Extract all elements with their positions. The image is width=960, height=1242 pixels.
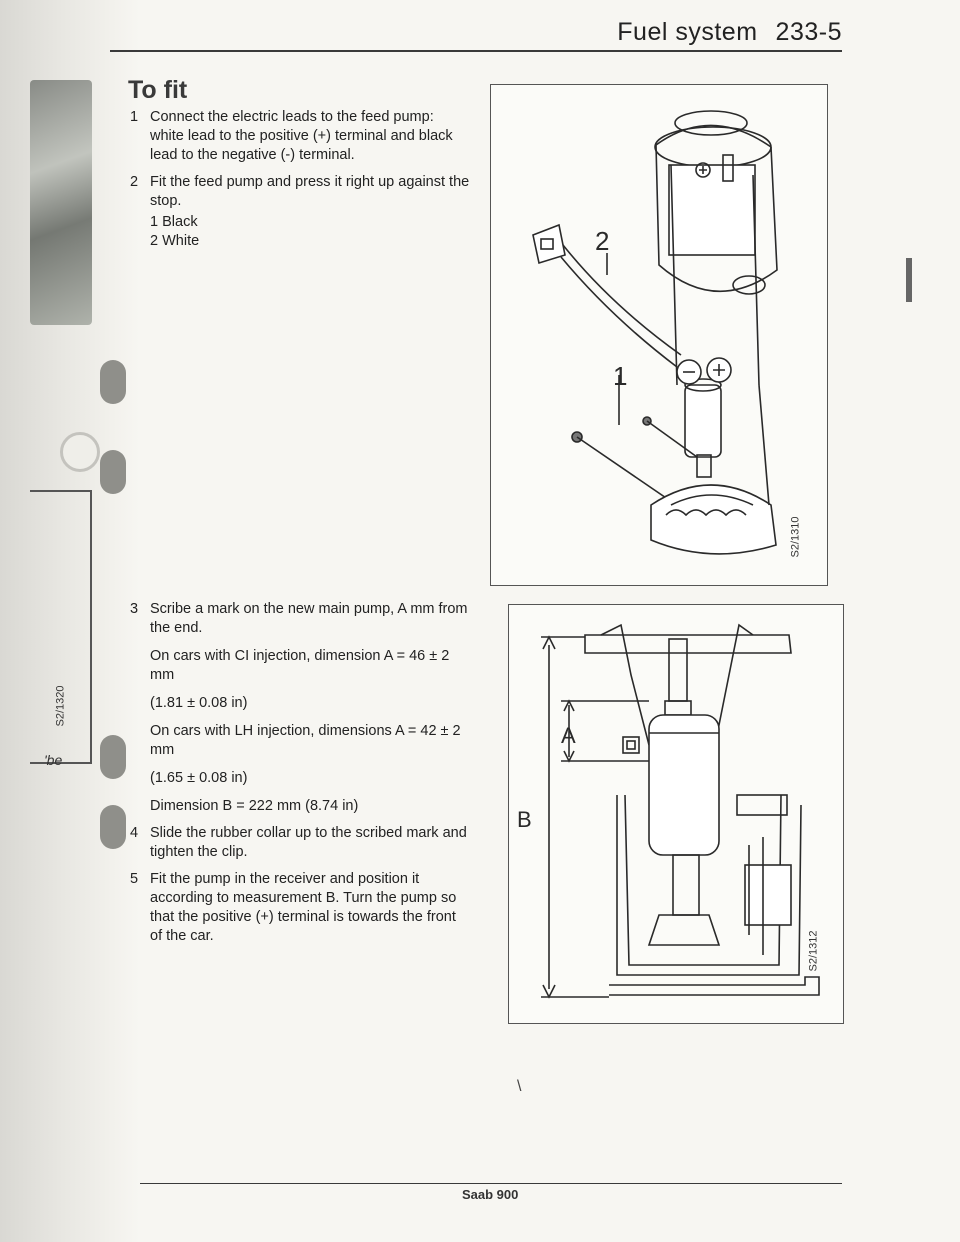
pump-receiver-illustration bbox=[509, 605, 843, 1023]
step-number: 5 bbox=[130, 871, 139, 887]
fit-steps bbox=[130, 108, 470, 257]
ci-dimension-inches: (1.81 ± 0.08 in) bbox=[150, 695, 248, 711]
step-text: Fit the pump in the receiver and position it according to measurement B. Turn the pump so that the positive (+) terminal is towards the front of the car. bbox=[150, 871, 457, 944]
feed-pump-illustration bbox=[491, 85, 827, 585]
step-3 bbox=[130, 600, 470, 816]
figure-pump-receiver bbox=[508, 604, 844, 1024]
step-text: Connect the electric leads to the feed pump: white lead to the positive (+) terminal and black lead to the negative (-) terminal. bbox=[150, 109, 453, 163]
edge-tab-mark bbox=[906, 258, 912, 302]
stray-mark: \ bbox=[517, 1078, 522, 1095]
measure-steps bbox=[130, 600, 470, 954]
margin-figure-code: S2/1320 bbox=[54, 685, 67, 727]
previous-page-photo-fragment bbox=[30, 80, 92, 325]
dimension-b: Dimension B = 222 mm (8.74 in) bbox=[150, 798, 359, 814]
step-4 bbox=[130, 824, 470, 862]
step-text: Fit the feed pump and press it right up against the stop. bbox=[150, 174, 470, 209]
lh-dimension-inches: (1.65 ± 0.08 in) bbox=[150, 770, 248, 786]
binder-hole bbox=[100, 450, 126, 494]
figure-code: S2/1312 bbox=[807, 930, 820, 972]
step-number: 4 bbox=[130, 825, 139, 841]
step-text: Slide the rubber collar up to the scribed mark and tighten the clip. bbox=[150, 825, 467, 860]
header-title: Fuel system bbox=[617, 18, 758, 46]
step-number: 1 bbox=[130, 109, 139, 125]
label-white: 2 bbox=[595, 226, 610, 256]
label-dimension-a: A bbox=[561, 723, 576, 748]
step-number: 3 bbox=[130, 601, 139, 617]
label-dimension-b: B bbox=[517, 807, 532, 832]
ci-dimension: On cars with CI injection, dimension A = 46 ± 2 mm bbox=[150, 648, 450, 683]
page-number: 233-5 bbox=[775, 18, 842, 46]
footer-text: Saab 900 bbox=[462, 1187, 519, 1202]
section-title: To fit bbox=[128, 76, 188, 104]
binder-hole bbox=[100, 735, 126, 779]
label-black: 1 bbox=[613, 361, 628, 391]
step-1 bbox=[130, 108, 470, 165]
binder-hole bbox=[100, 360, 126, 404]
step-number: 2 bbox=[130, 174, 139, 190]
legend-item-2: 2 White bbox=[150, 233, 200, 249]
step-5 bbox=[130, 870, 470, 946]
figure-code: S2/1310 bbox=[789, 516, 802, 558]
footer-rule bbox=[140, 1183, 842, 1184]
step-text: Scribe a mark on the new main pump, A mm from the end. bbox=[150, 601, 468, 636]
binder-ring bbox=[60, 432, 100, 472]
header-rule bbox=[110, 50, 842, 52]
page-header bbox=[617, 18, 842, 47]
figure-feed-pump bbox=[490, 84, 828, 586]
margin-text-fragment: 'be bbox=[44, 752, 63, 768]
legend-item-1: 1 Black bbox=[150, 214, 198, 230]
step-2 bbox=[130, 173, 470, 211]
lh-dimension: On cars with LH injection, dimensions A = 42 ± 2 mm bbox=[150, 723, 461, 758]
binder-hole bbox=[100, 805, 126, 849]
